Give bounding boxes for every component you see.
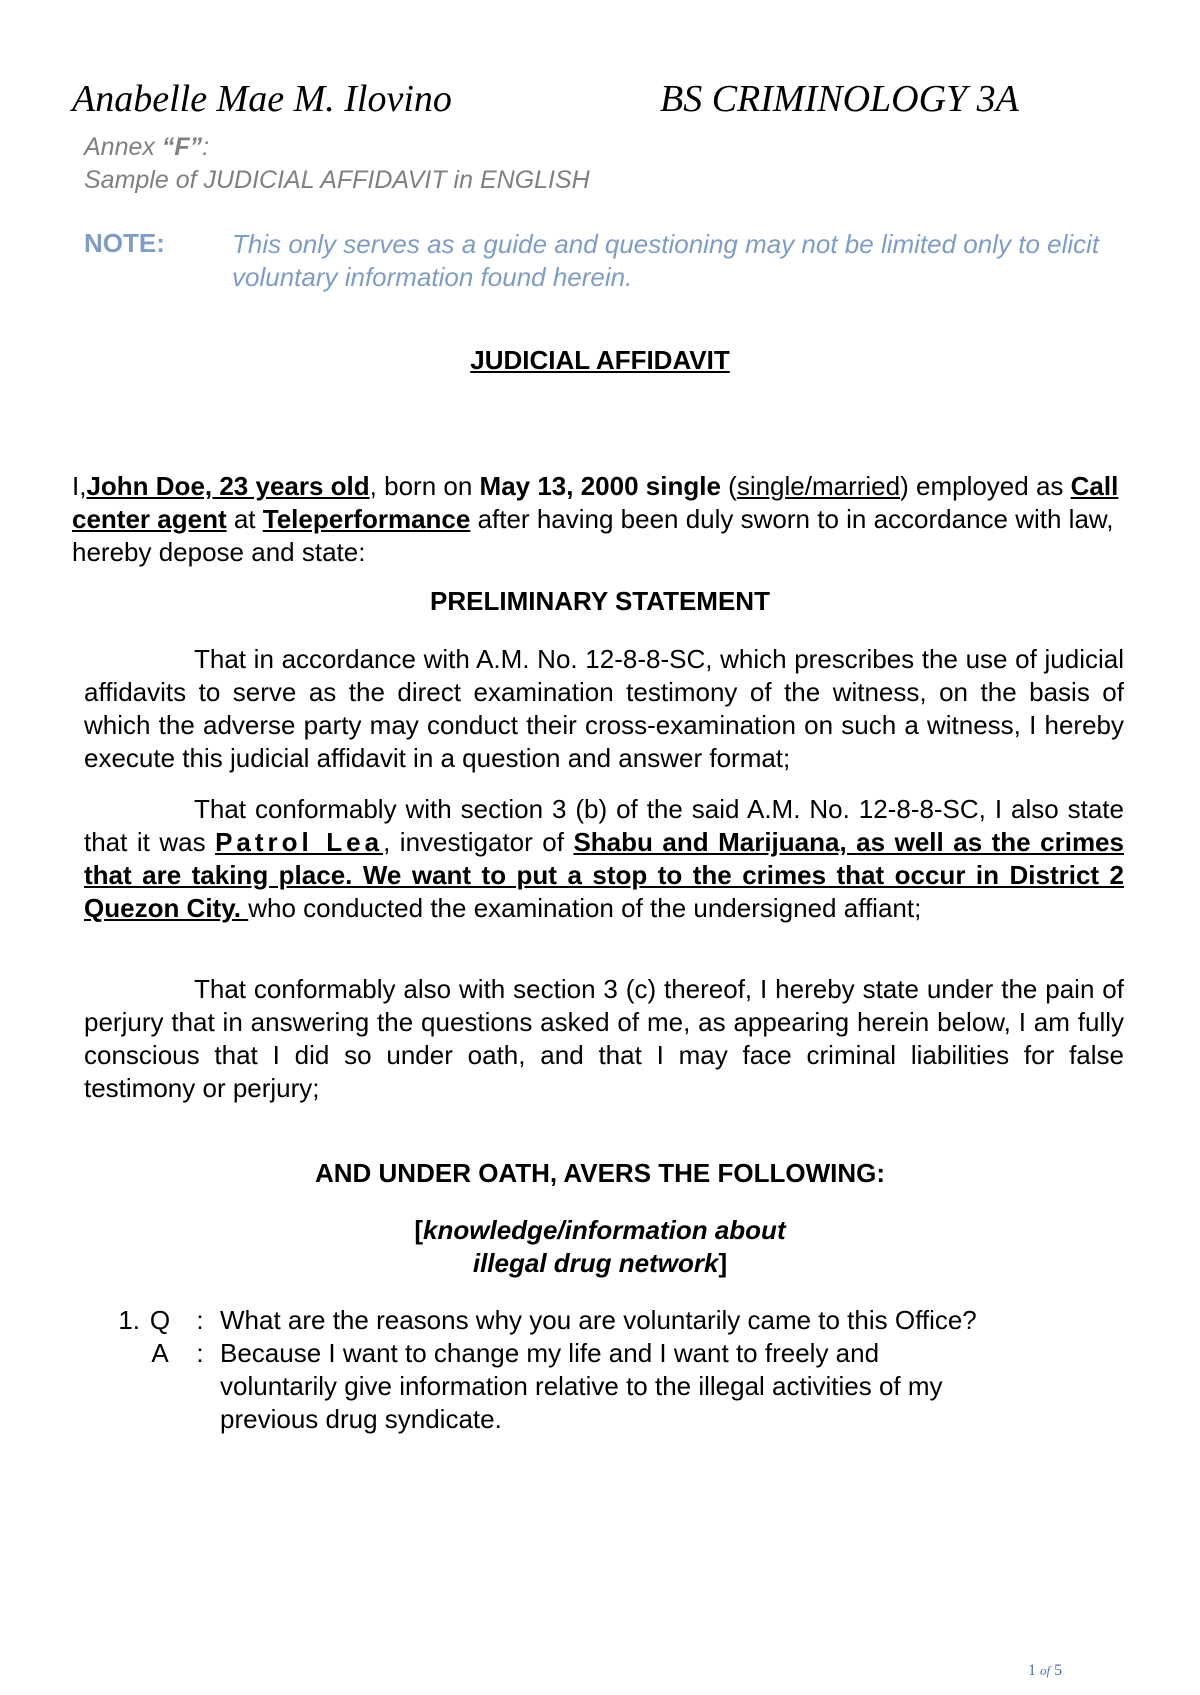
qa-number-spacer — [110, 1337, 140, 1436]
note-text: This only serves as a guide and questioning may not be limited only to elicit voluntary information found herein. — [232, 229, 1100, 292]
affiant-birthdate: May 13, 2000 — [479, 471, 639, 501]
question-tag: Q — [149, 1305, 171, 1335]
intro-rest: after having been duly sworn to in accordance with law, hereby depose and state: — [72, 504, 1114, 567]
bracket-open: [ — [414, 1215, 424, 1245]
intro-status-open: ( — [720, 471, 737, 501]
intro-status-close: ) employed as — [900, 471, 1071, 501]
preliminary-heading: PRELIMINARY STATEMENT — [430, 586, 770, 616]
oath-heading: AND UNDER OATH, AVERS THE FOLLOWING: — [314, 1158, 886, 1188]
annex-suffix: : — [202, 133, 210, 161]
intro-born-on: , born on — [369, 471, 480, 501]
page-total: 5 — [1054, 1662, 1063, 1679]
preliminary-text-3: That conformably also with section 3 (c) thereof, I hereby state under the pain of perjury that in answering the questions asked of me, as appearing herein below, I am fully conscious that I did so under oath, and that I may face criminal liabilities for false testimony or perjury; — [84, 974, 1124, 1103]
preliminary-paragraph-3 — [84, 973, 1124, 1105]
topic-line-1: knowledge/information about — [423, 1215, 786, 1245]
intro-at: at — [226, 504, 263, 534]
page-current: 1 — [1028, 1662, 1036, 1679]
annex-label — [84, 131, 590, 164]
status-options: single/married — [736, 471, 901, 501]
page-number — [1028, 1662, 1062, 1680]
document-title: JUDICIAL AFFIDAVIT — [470, 345, 730, 375]
affiant-employer: Teleperformance — [262, 504, 471, 534]
affiant-status: single — [645, 471, 721, 501]
answer-tag: A — [151, 1338, 169, 1368]
preliminary-text-2-end: who conducted the examination of the undersigned affiant; — [248, 893, 922, 923]
case-description: Shabu and Marijuana, as well as the crimes that are taking place. We want to put a stop to the crimes that occur in District 2 Quezon City. — [84, 827, 1124, 923]
question-colon: : — [196, 1305, 204, 1335]
answer-colon: : — [196, 1338, 204, 1368]
answer-row — [110, 1337, 1110, 1436]
topic-line-2: illegal drug network — [472, 1248, 719, 1278]
annex-prefix: Annex — [84, 133, 162, 161]
intro-paragraph — [72, 470, 1132, 569]
annex-subtitle: Sample of JUDICIAL AFFIDAVIT in ENGLISH — [84, 166, 590, 194]
investigator-name: Patrol Lea — [215, 827, 384, 857]
bracket-close: ] — [718, 1248, 728, 1278]
affiant-name-age: John Doe, 23 years old — [86, 471, 370, 501]
affiant-job: Call center agent — [72, 471, 1119, 534]
note-label: NOTE: — [84, 228, 165, 258]
oath-topic — [0, 1214, 1200, 1280]
question-row — [110, 1304, 1110, 1337]
page-of: of — [1040, 1663, 1051, 1678]
oath-topic-line-1 — [0, 1214, 1200, 1247]
preliminary-paragraph-2 — [84, 793, 1124, 925]
preliminary-text-2-start: That conformably with section 3 (b) of the said A.M. No. 12-8-8-SC, I also state that it was — [84, 794, 1124, 857]
question-text: What are the reasons why you are voluntarily came to this Office? — [220, 1305, 977, 1335]
oath-topic-line-2 — [0, 1247, 1200, 1280]
preliminary-paragraph-1 — [84, 643, 1124, 775]
answer-text: Because I want to change my life and I want to freely and voluntarily give information relative to the illegal activities of my previous drug syndicate. — [220, 1338, 943, 1434]
qa-number: 1. — [118, 1305, 140, 1335]
preliminary-text-1: That in accordance with A.M. No. 12-8-8-SC, which prescribes the use of judicial affidavits to serve as the direct examination testimony of the witness, on the basis of which the adverse party may conduct their cross-examination on such a witness, I hereby execute this judicial affidavit in a question and answer format; — [84, 644, 1124, 773]
qa-item — [110, 1304, 1110, 1436]
course-section: BS CRIMINOLOGY 3A — [660, 78, 1019, 120]
annex-block — [84, 131, 590, 197]
student-name: Anabelle Mae M. Ilovino — [72, 78, 452, 120]
intro-i: I, — [72, 471, 87, 501]
annex-letter: “F” — [161, 133, 203, 161]
preliminary-text-2-mid: , investigator of — [383, 827, 574, 857]
